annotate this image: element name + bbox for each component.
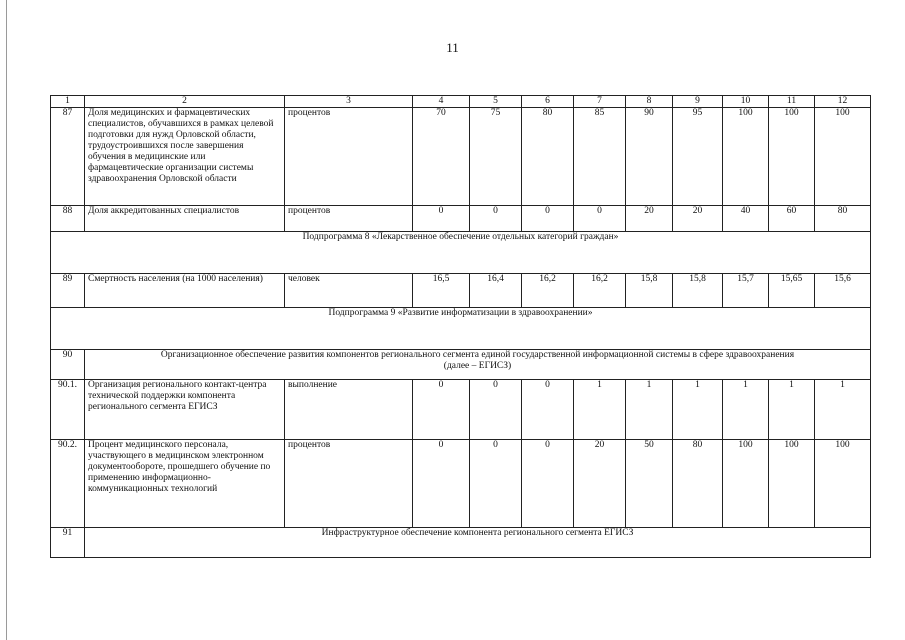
row-number: 87 [51, 108, 85, 206]
value-cell: 20 [673, 206, 723, 232]
value-cell: 100 [769, 440, 815, 528]
indicators-table [50, 95, 871, 558]
value-cell: 0 [413, 206, 470, 232]
page-number: 11 [446, 40, 459, 55]
section-91-title: Инфраструктурное обеспечение компонента регионального сегмента ЕГИСЗ [85, 528, 871, 558]
value-cell: 100 [815, 440, 871, 528]
value-cell: 0 [470, 440, 522, 528]
value-cell: 0 [574, 206, 626, 232]
indicator-name: Доля аккредитованных специалистов [85, 206, 285, 232]
header-cell: 3 [285, 96, 413, 108]
value-cell: 1 [626, 380, 673, 440]
header-cell: 2 [85, 96, 285, 108]
section-90-title [85, 350, 871, 380]
value-cell: 80 [815, 206, 871, 232]
header-cell: 12 [815, 96, 871, 108]
value-cell: 0 [470, 380, 522, 440]
value-cell: 50 [626, 440, 673, 528]
table-row [51, 206, 871, 232]
value-cell: 100 [769, 108, 815, 206]
value-cell: 80 [673, 440, 723, 528]
header-cell: 7 [574, 96, 626, 108]
value-cell: 0 [522, 206, 574, 232]
value-cell: 100 [723, 440, 769, 528]
value-cell: 15,8 [626, 274, 673, 308]
table-row [51, 440, 871, 528]
table-row [51, 380, 871, 440]
section-row [51, 528, 871, 558]
value-cell: 95 [673, 108, 723, 206]
subprogram-row [51, 232, 871, 274]
header-cell: 11 [769, 96, 815, 108]
unit-cell: процентов [285, 206, 413, 232]
table-row [51, 108, 871, 206]
value-cell: 75 [470, 108, 522, 206]
value-cell: 20 [574, 440, 626, 528]
section-90-line2: (далее – ЕГИСЗ) [443, 361, 512, 371]
subprogram-9-title: Подпрограмма 9 «Развитие информатизации в здравоохранении» [51, 308, 871, 350]
value-cell: 85 [574, 108, 626, 206]
value-cell: 16,2 [574, 274, 626, 308]
value-cell: 0 [413, 380, 470, 440]
value-cell: 16,2 [522, 274, 574, 308]
subprogram-8-title: Подпрограмма 8 «Лекарственное обеспечение отдельных категорий граждан» [51, 232, 871, 274]
value-cell: 1 [723, 380, 769, 440]
value-cell: 15,8 [673, 274, 723, 308]
value-cell: 100 [723, 108, 769, 206]
value-cell: 1 [815, 380, 871, 440]
value-cell: 16,5 [413, 274, 470, 308]
value-cell: 80 [522, 108, 574, 206]
row-number: 90 [51, 350, 85, 380]
unit-cell: человек [285, 274, 413, 308]
header-cell: 10 [723, 96, 769, 108]
unit-cell: процентов [285, 108, 413, 206]
value-cell: 0 [522, 440, 574, 528]
unit-cell: выполнение [285, 380, 413, 440]
value-cell: 15,6 [815, 274, 871, 308]
row-number: 91 [51, 528, 85, 558]
row-number: 90.1. [51, 380, 85, 440]
section-90-line1: Организационное обеспечение развития компонентов регионального сегмента единой государственной информационной системы в сфере здравоохранения [160, 350, 795, 360]
value-cell: 0 [470, 206, 522, 232]
indicator-name: Доля медицинских и фармацевтических специалистов, обучавшихся в рамках целевой подготовки для нужд Орловской области, трудоустроившихся после завершения обучения в медицинские или фармацевтические организации системы здравоохранения Орловской области [85, 108, 285, 206]
value-cell: 1 [673, 380, 723, 440]
header-cell: 1 [51, 96, 85, 108]
header-cell: 6 [522, 96, 574, 108]
value-cell: 0 [413, 440, 470, 528]
value-cell: 100 [815, 108, 871, 206]
header-cell: 5 [470, 96, 522, 108]
header-cell: 4 [413, 96, 470, 108]
value-cell: 1 [769, 380, 815, 440]
value-cell: 40 [723, 206, 769, 232]
value-cell: 60 [769, 206, 815, 232]
unit-cell: процентов [285, 440, 413, 528]
header-cell: 9 [673, 96, 723, 108]
subprogram-row [51, 308, 871, 350]
indicator-name: Смертность населения (на 1000 населения) [85, 274, 285, 308]
value-cell: 15,7 [723, 274, 769, 308]
value-cell: 70 [413, 108, 470, 206]
indicator-name: Организация регионального контакт-центра технической поддержки компонента регионального сегмента ЕГИСЗ [85, 380, 285, 440]
row-number: 89 [51, 274, 85, 308]
value-cell: 1 [574, 380, 626, 440]
section-row [51, 350, 871, 380]
value-cell: 20 [626, 206, 673, 232]
value-cell: 90 [626, 108, 673, 206]
page-left-edge-rule [6, 0, 7, 640]
value-cell: 0 [522, 380, 574, 440]
indicator-name: Процент медицинского персонала, участвующего в медицинском электронном документообороте, прошедшего обучение по применению информационно-коммуникационных технологий [85, 440, 285, 528]
row-number: 90.2. [51, 440, 85, 528]
value-cell: 16,4 [470, 274, 522, 308]
value-cell: 15,65 [769, 274, 815, 308]
table-row [51, 274, 871, 308]
header-cell: 8 [626, 96, 673, 108]
row-number: 88 [51, 206, 85, 232]
column-number-header-row [51, 96, 871, 108]
